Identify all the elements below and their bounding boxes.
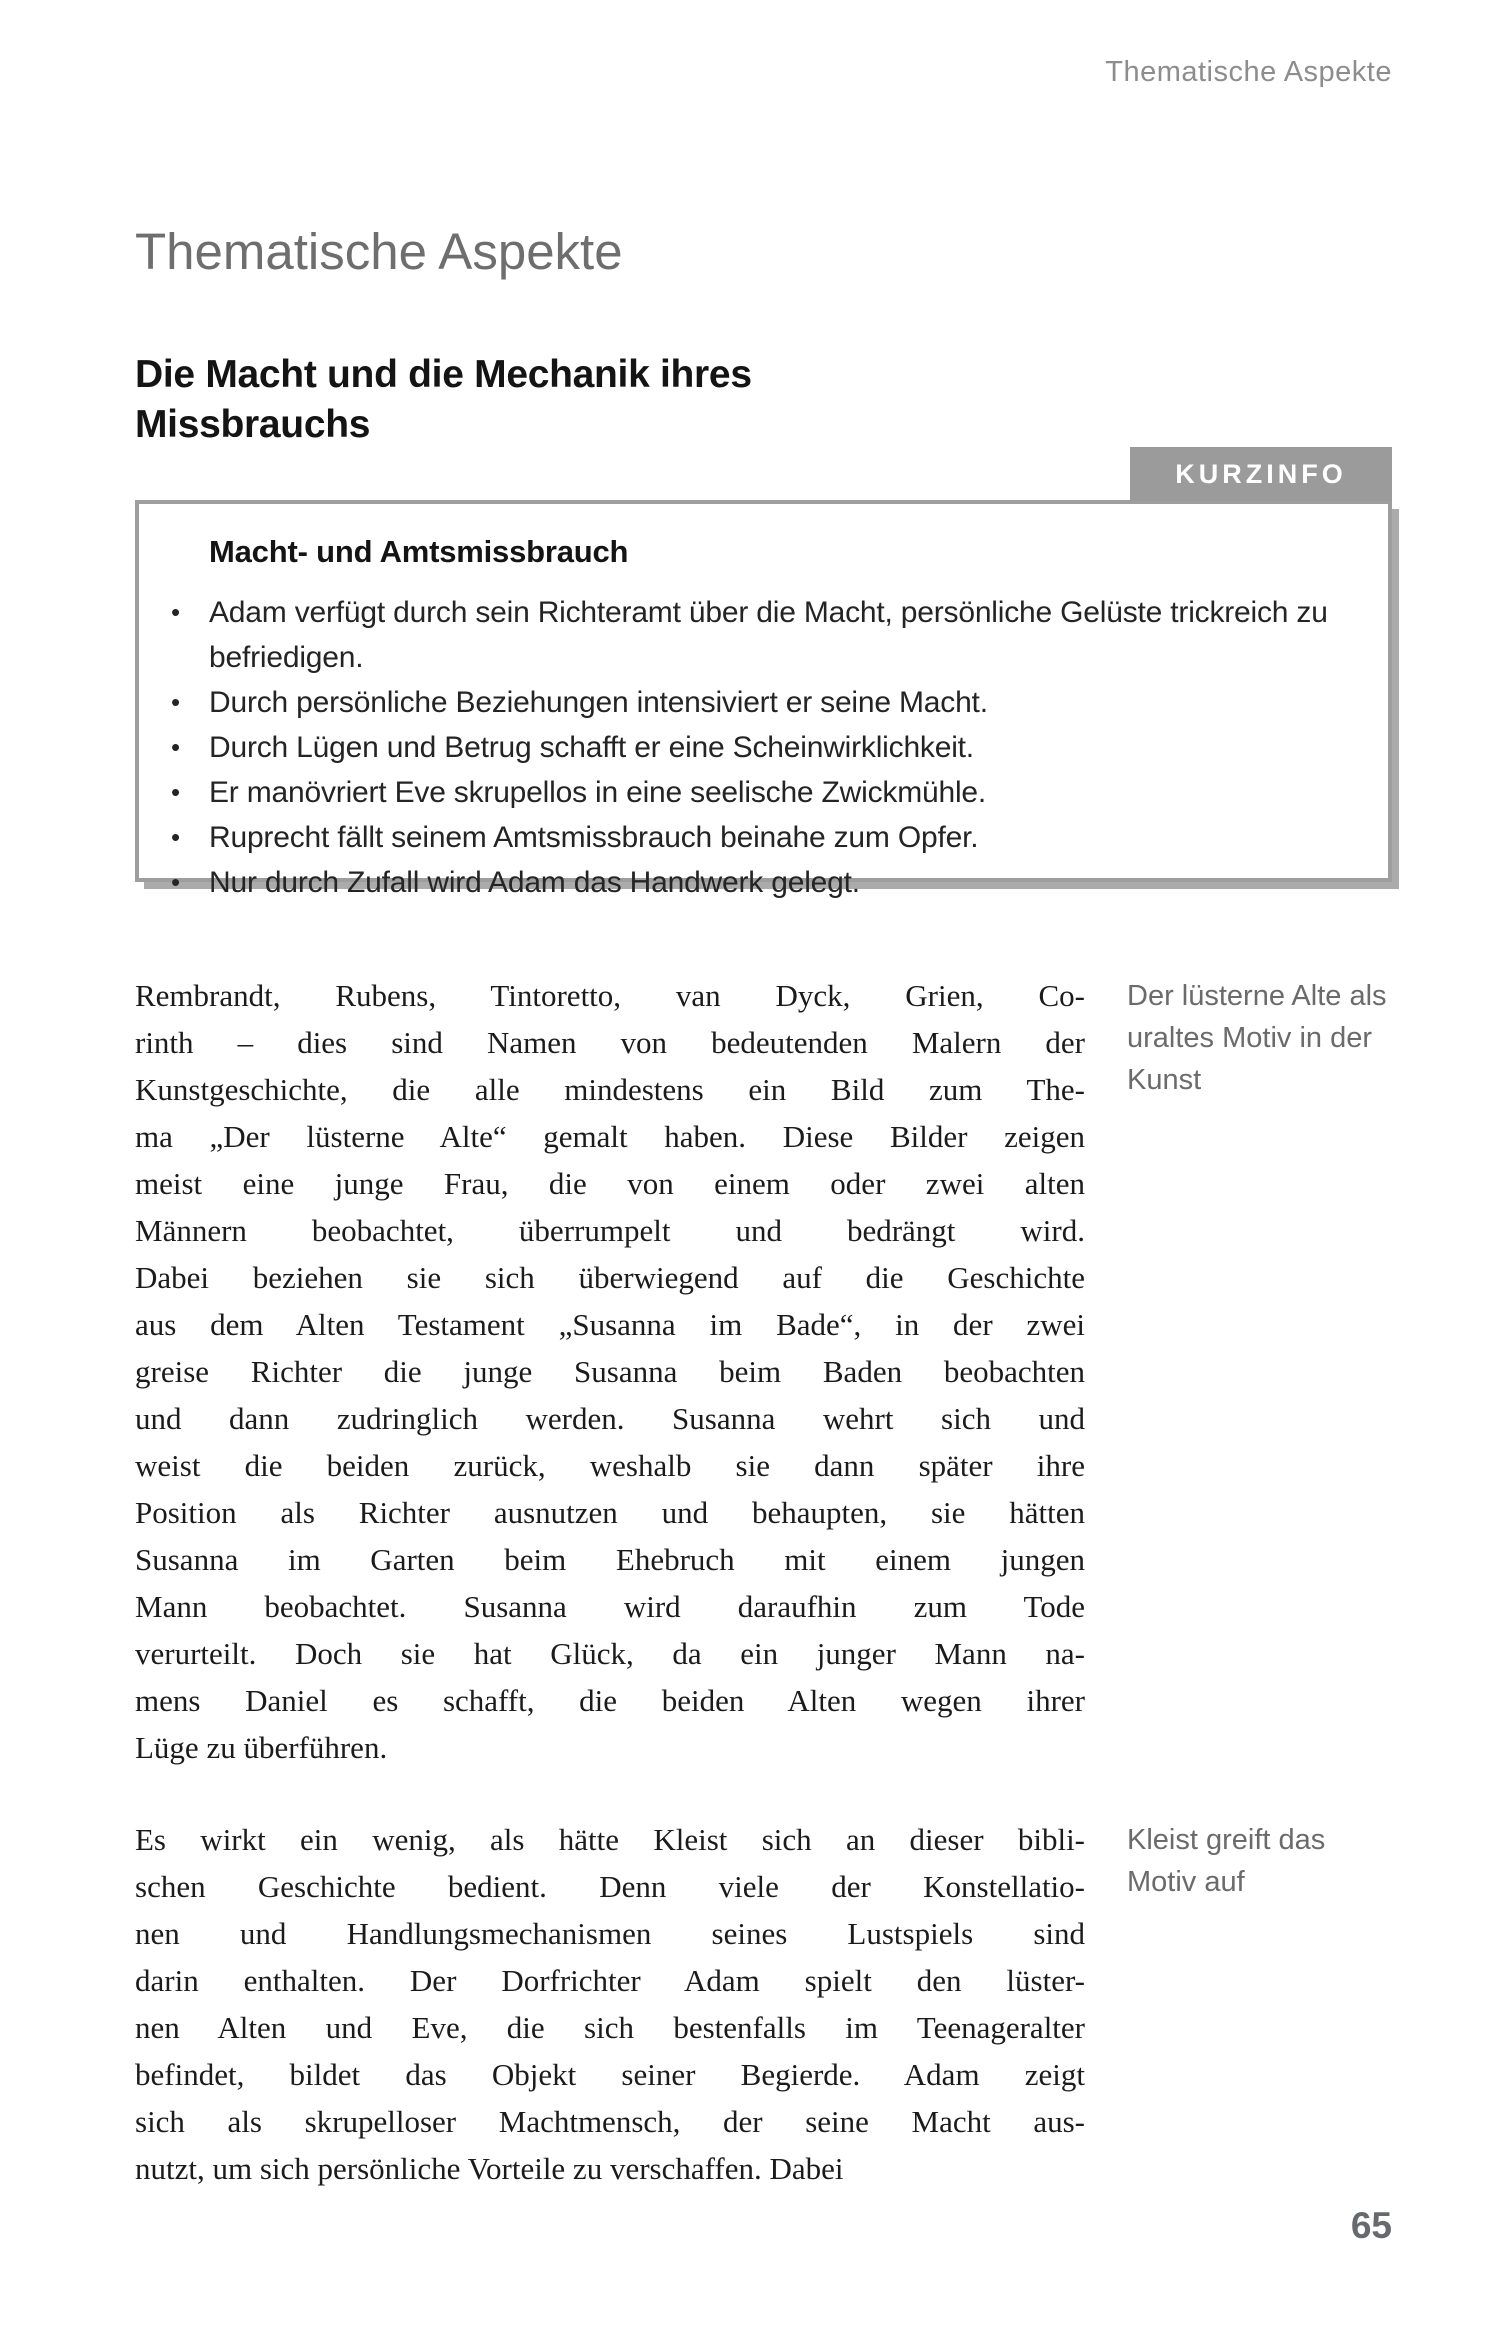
bullet-icon: •: [171, 777, 180, 807]
body-line: nen Alten und Eve, die sich bestenfalls im Teenageralter: [135, 2010, 1085, 2045]
bullet-icon: •: [171, 867, 180, 897]
kurzinfo-bullet-item: [171, 770, 1348, 815]
body-content: [135, 972, 1395, 2192]
body-line: rinth – dies sind Namen von bedeutenden Malern der: [135, 1025, 1085, 1060]
kurzinfo-bullet-item: [171, 590, 1348, 680]
kurzinfo-bullet-item: [171, 815, 1348, 860]
kurzinfo-list: [171, 590, 1348, 905]
body-line: Susanna im Garten beim Ehebruch mit einem jungen: [135, 1542, 1085, 1577]
paragraph-row: [135, 972, 1395, 1771]
body-paragraph: [135, 1816, 1085, 2192]
kurzinfo-bullet-text: Nur durch Zufall wird Adam das Handwerk gelegt.: [209, 866, 860, 899]
bullet-icon: •: [171, 732, 180, 762]
body-line: weist die beiden zurück, weshalb sie dann später ihre: [135, 1448, 1085, 1483]
body-line: greise Richter die junge Susanna beim Baden beobachten: [135, 1354, 1085, 1389]
body-line: schen Geschichte bedient. Denn viele der Konstellatio-: [135, 1869, 1085, 1904]
page-title: Thematische Aspekte: [135, 223, 623, 281]
body-line: Mann beobachtet. Susanna wird daraufhin zum Tode: [135, 1589, 1085, 1624]
body-line: verurteilt. Doch sie hat Glück, da ein junger Mann na-: [135, 1636, 1085, 1671]
kurzinfo-tab: KURZINFO: [1130, 447, 1392, 501]
section-title-line1: Die Macht und die Mechanik ihres: [135, 353, 752, 397]
body-line: Lüge zu überführen.: [135, 1730, 388, 1765]
section-title: [135, 350, 752, 450]
kurzinfo-bullet-text: Er manövriert Eve skrupellos in eine seelische Zwickmühle.: [209, 776, 987, 809]
running-header: Thematische Aspekte: [1105, 56, 1392, 88]
bullet-icon: •: [171, 687, 180, 717]
body-line: Rembrandt, Rubens, Tintoretto, van Dyck, Grien, Co-: [135, 978, 1085, 1013]
body-line: Position als Richter ausnutzen und behaupten, sie hätten: [135, 1495, 1085, 1530]
body-line: darin enthalten. Der Dorfrichter Adam spielt den lüster-: [135, 1963, 1085, 1998]
body-line: aus dem Alten Testament „Susanna im Bade“, in der zwei: [135, 1307, 1085, 1342]
kurzinfo-bullet-item: [171, 680, 1348, 725]
page-number: 65: [1350, 2205, 1392, 2246]
margin-note: Kleist greift das Motiv auf: [1127, 1824, 1326, 1898]
kurzinfo-bullet-item: [171, 725, 1348, 770]
kurzinfo-bullet-text: Durch persönliche Beziehungen intensiviert er seine Macht.: [209, 686, 988, 719]
body-line: meist eine junge Frau, die von einem oder zwei alten: [135, 1166, 1085, 1201]
kurzinfo-bullet-text: Durch Lügen und Betrug schafft er eine Scheinwirklichkeit.: [209, 731, 974, 764]
body-line: Männern beobachtet, überrumpelt und bedrängt wird.: [135, 1213, 1085, 1248]
kurzinfo-box: [135, 500, 1392, 899]
paragraph-row: [135, 1816, 1395, 2192]
body-line: und dann zudringlich werden. Susanna wehrt sich und: [135, 1401, 1085, 1436]
body-line: nutzt, um sich persönliche Vorteile zu verschaffen. Dabei: [135, 2151, 844, 2186]
body-line: mens Daniel es schafft, die beiden Alten wegen ihrer: [135, 1683, 1085, 1718]
kurzinfo-heading: Macht- und Amtsmissbrauch: [209, 534, 629, 569]
body-paragraph: [135, 972, 1085, 1771]
body-line: ma „Der lüsterne Alte“ gemalt haben. Diese Bilder zeigen: [135, 1119, 1085, 1154]
body-line: nen und Handlungsmechanismen seines Lustspiels sind: [135, 1916, 1085, 1951]
kurzinfo-bullet-text: Adam verfügt durch sein Richteramt über die Macht, persönliche Gelüste trickreich zu befriedigen.: [209, 596, 1328, 674]
body-line: Dabei beziehen sie sich überwiegend auf die Geschichte: [135, 1260, 1085, 1295]
bullet-icon: •: [171, 822, 180, 852]
kurzinfo-bullet-text: Ruprecht fällt seinem Amtsmissbrauch beinahe zum Opfer.: [209, 821, 979, 854]
kurzinfo-bullet-item: [171, 860, 1348, 905]
section-title-line2: Missbrauchs: [135, 403, 371, 447]
body-line: Kunstgeschichte, die alle mindestens ein Bild zum The-: [135, 1072, 1085, 1107]
margin-note: Der lüsterne Alte als uraltes Motiv in der Kunst: [1127, 980, 1387, 1096]
body-line: Es wirkt ein wenig, als hätte Kleist sich an dieser bibli-: [135, 1822, 1085, 1857]
body-line: sich als skrupelloser Machtmensch, der seine Macht aus-: [135, 2104, 1085, 2139]
body-line: befindet, bildet das Objekt seiner Begierde. Adam zeigt: [135, 2057, 1085, 2092]
bullet-icon: •: [171, 597, 180, 627]
